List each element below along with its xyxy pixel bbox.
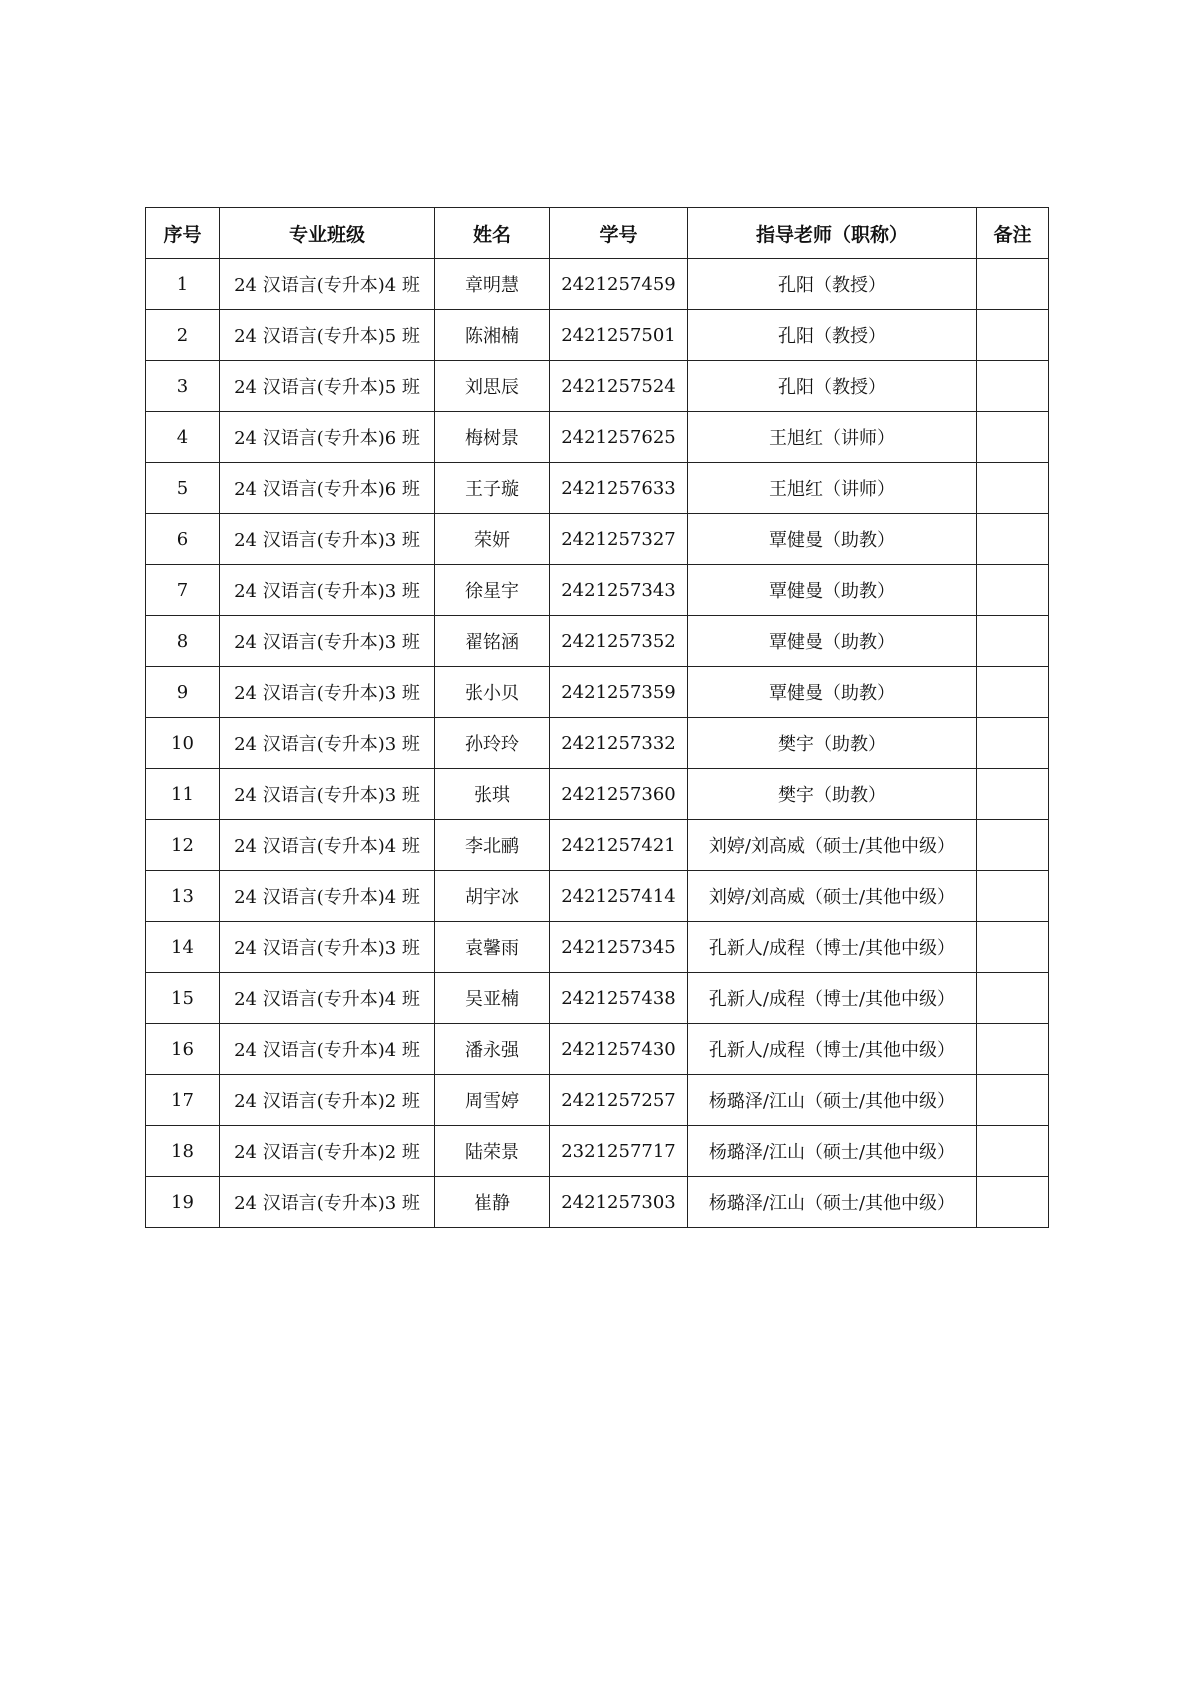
cell-advisor: 樊宇（助教） <box>688 718 977 769</box>
advisor-assignment-table <box>145 207 1049 1228</box>
header-row <box>146 208 1049 259</box>
cell-name: 陆荣景 <box>435 1126 550 1177</box>
cell-class: 24 汉语言(专升本)4 班 <box>220 259 435 310</box>
cell-note <box>977 871 1049 922</box>
cell-note <box>977 463 1049 514</box>
cell-note <box>977 1126 1049 1177</box>
cell-advisor: 孔阳（教授） <box>688 361 977 412</box>
cell-class: 24 汉语言(专升本)3 班 <box>220 565 435 616</box>
table-row <box>146 616 1049 667</box>
table-row <box>146 667 1049 718</box>
cell-note <box>977 973 1049 1024</box>
cell-advisor: 孔新人/成程（博士/其他中级） <box>688 922 977 973</box>
table-row <box>146 412 1049 463</box>
cell-name: 张小贝 <box>435 667 550 718</box>
cell-student-id: 2321257717 <box>550 1126 688 1177</box>
cell-advisor: 樊宇（助教） <box>688 769 977 820</box>
table-row <box>146 871 1049 922</box>
cell-note <box>977 514 1049 565</box>
cell-student-id: 2421257327 <box>550 514 688 565</box>
cell-student-id: 2421257257 <box>550 1075 688 1126</box>
cell-class: 24 汉语言(专升本)3 班 <box>220 667 435 718</box>
cell-seq: 18 <box>146 1126 220 1177</box>
cell-name: 陈湘楠 <box>435 310 550 361</box>
cell-student-id: 2421257459 <box>550 259 688 310</box>
cell-student-id: 2421257343 <box>550 565 688 616</box>
table-row <box>146 1177 1049 1228</box>
cell-note <box>977 361 1049 412</box>
cell-name: 徐星宇 <box>435 565 550 616</box>
cell-note <box>977 922 1049 973</box>
cell-seq: 19 <box>146 1177 220 1228</box>
cell-advisor: 刘婷/刘高威（硕士/其他中级） <box>688 820 977 871</box>
cell-advisor: 杨璐泽/江山（硕士/其他中级） <box>688 1177 977 1228</box>
table-row <box>146 1075 1049 1126</box>
cell-advisor: 孔新人/成程（博士/其他中级） <box>688 1024 977 1075</box>
cell-class: 24 汉语言(专升本)4 班 <box>220 973 435 1024</box>
table-row <box>146 310 1049 361</box>
cell-advisor: 孔阳（教授） <box>688 310 977 361</box>
cell-student-id: 2421257303 <box>550 1177 688 1228</box>
table-row <box>146 565 1049 616</box>
cell-advisor: 覃健曼（助教） <box>688 514 977 565</box>
cell-advisor: 覃健曼（助教） <box>688 565 977 616</box>
cell-name: 王子璇 <box>435 463 550 514</box>
cell-advisor: 刘婷/刘高威（硕士/其他中级） <box>688 871 977 922</box>
table-row <box>146 463 1049 514</box>
cell-name: 吴亚楠 <box>435 973 550 1024</box>
cell-name: 孙玲玲 <box>435 718 550 769</box>
cell-seq: 7 <box>146 565 220 616</box>
cell-name: 袁馨雨 <box>435 922 550 973</box>
cell-student-id: 2421257430 <box>550 1024 688 1075</box>
cell-class: 24 汉语言(专升本)3 班 <box>220 718 435 769</box>
cell-advisor: 孔阳（教授） <box>688 259 977 310</box>
cell-student-id: 2421257625 <box>550 412 688 463</box>
cell-class: 24 汉语言(专升本)3 班 <box>220 514 435 565</box>
cell-seq: 9 <box>146 667 220 718</box>
cell-seq: 3 <box>146 361 220 412</box>
cell-name: 翟铭涵 <box>435 616 550 667</box>
cell-class: 24 汉语言(专升本)3 班 <box>220 616 435 667</box>
cell-class: 24 汉语言(专升本)2 班 <box>220 1126 435 1177</box>
cell-class: 24 汉语言(专升本)6 班 <box>220 412 435 463</box>
cell-student-id: 2421257352 <box>550 616 688 667</box>
cell-note <box>977 1024 1049 1075</box>
cell-note <box>977 820 1049 871</box>
table-row <box>146 922 1049 973</box>
cell-student-id: 2421257501 <box>550 310 688 361</box>
cell-seq: 17 <box>146 1075 220 1126</box>
cell-seq: 12 <box>146 820 220 871</box>
cell-name: 潘永强 <box>435 1024 550 1075</box>
cell-seq: 4 <box>146 412 220 463</box>
cell-student-id: 2421257345 <box>550 922 688 973</box>
cell-seq: 11 <box>146 769 220 820</box>
cell-name: 崔静 <box>435 1177 550 1228</box>
cell-student-id: 2421257633 <box>550 463 688 514</box>
cell-seq: 16 <box>146 1024 220 1075</box>
cell-advisor: 王旭红（讲师） <box>688 463 977 514</box>
cell-note <box>977 769 1049 820</box>
cell-seq: 1 <box>146 259 220 310</box>
cell-seq: 13 <box>146 871 220 922</box>
cell-name: 刘思辰 <box>435 361 550 412</box>
cell-seq: 5 <box>146 463 220 514</box>
cell-class: 24 汉语言(专升本)5 班 <box>220 310 435 361</box>
cell-student-id: 2421257359 <box>550 667 688 718</box>
cell-advisor: 杨璐泽/江山（硕士/其他中级） <box>688 1075 977 1126</box>
cell-class: 24 汉语言(专升本)2 班 <box>220 1075 435 1126</box>
cell-advisor: 孔新人/成程（博士/其他中级） <box>688 973 977 1024</box>
cell-student-id: 2421257421 <box>550 820 688 871</box>
cell-name: 李北鹂 <box>435 820 550 871</box>
header-student-id: 学号 <box>550 208 688 259</box>
cell-class: 24 汉语言(专升本)3 班 <box>220 769 435 820</box>
table-row <box>146 973 1049 1024</box>
cell-advisor: 王旭红（讲师） <box>688 412 977 463</box>
cell-advisor: 杨璐泽/江山（硕士/其他中级） <box>688 1126 977 1177</box>
cell-note <box>977 718 1049 769</box>
cell-note <box>977 667 1049 718</box>
cell-class: 24 汉语言(专升本)3 班 <box>220 922 435 973</box>
table-row <box>146 259 1049 310</box>
cell-note <box>977 1177 1049 1228</box>
cell-class: 24 汉语言(专升本)4 班 <box>220 871 435 922</box>
cell-student-id: 2421257360 <box>550 769 688 820</box>
table-body <box>146 259 1049 1228</box>
header-note: 备注 <box>977 208 1049 259</box>
table-row <box>146 514 1049 565</box>
cell-class: 24 汉语言(专升本)4 班 <box>220 1024 435 1075</box>
cell-class: 24 汉语言(专升本)6 班 <box>220 463 435 514</box>
cell-note <box>977 1075 1049 1126</box>
cell-student-id: 2421257438 <box>550 973 688 1024</box>
table-row <box>146 1024 1049 1075</box>
cell-seq: 14 <box>146 922 220 973</box>
table-row <box>146 718 1049 769</box>
cell-note <box>977 616 1049 667</box>
table-row <box>146 1126 1049 1177</box>
cell-seq: 10 <box>146 718 220 769</box>
table-header <box>146 208 1049 259</box>
cell-class: 24 汉语言(专升本)5 班 <box>220 361 435 412</box>
table-row <box>146 820 1049 871</box>
cell-name: 胡宇冰 <box>435 871 550 922</box>
cell-note <box>977 310 1049 361</box>
cell-name: 梅树景 <box>435 412 550 463</box>
table-row <box>146 361 1049 412</box>
cell-note <box>977 259 1049 310</box>
cell-class: 24 汉语言(专升本)3 班 <box>220 1177 435 1228</box>
header-name: 姓名 <box>435 208 550 259</box>
cell-name: 张琪 <box>435 769 550 820</box>
cell-seq: 8 <box>146 616 220 667</box>
cell-note <box>977 565 1049 616</box>
table-row <box>146 769 1049 820</box>
cell-student-id: 2421257524 <box>550 361 688 412</box>
cell-note <box>977 412 1049 463</box>
cell-name: 周雪婷 <box>435 1075 550 1126</box>
cell-name: 章明慧 <box>435 259 550 310</box>
cell-advisor: 覃健曼（助教） <box>688 667 977 718</box>
cell-student-id: 2421257414 <box>550 871 688 922</box>
cell-seq: 2 <box>146 310 220 361</box>
cell-seq: 15 <box>146 973 220 1024</box>
header-seq: 序号 <box>146 208 220 259</box>
header-class: 专业班级 <box>220 208 435 259</box>
cell-name: 荣妍 <box>435 514 550 565</box>
cell-seq: 6 <box>146 514 220 565</box>
cell-class: 24 汉语言(专升本)4 班 <box>220 820 435 871</box>
header-advisor: 指导老师（职称） <box>688 208 977 259</box>
cell-advisor: 覃健曼（助教） <box>688 616 977 667</box>
cell-student-id: 2421257332 <box>550 718 688 769</box>
